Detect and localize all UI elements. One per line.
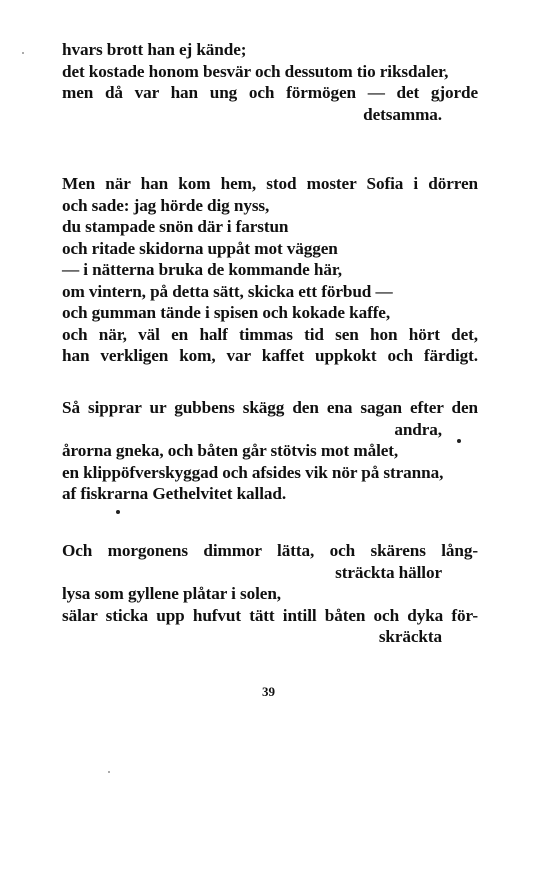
poem-line: det kostade honom besvär och dessutom tio riksdaler,: [62, 61, 449, 81]
poem-line: du stampade snön där i farstun: [62, 217, 289, 236]
poem-line: Men när han kom hem, stod moster Sofia i dörren: [62, 174, 478, 193]
poem-line: årorna gneka, och båten går stötvis mot målet,: [62, 441, 399, 460]
poem-line: och sade: jag hörde dig nyss,: [62, 195, 270, 215]
poem-line: men då var han ung och förmögen — det gjorde: [62, 83, 478, 102]
poem-line-turnover: detsamma.: [363, 104, 442, 124]
poem-line: af fiskrarna Gethelvitet kallad.: [62, 484, 287, 503]
scan-speck: [457, 439, 461, 443]
poem-line: om vintern, på detta sätt, skicka ett förbud —: [62, 281, 393, 301]
poem-line: lysa som gyllene plåtar i solen,: [62, 584, 281, 603]
poem-line: hvars brott han ej kände;: [62, 40, 247, 59]
poem-line: och när, väl en half timmas tid sen hon hört det,: [62, 324, 478, 344]
stanza-4: [62, 540, 478, 648]
stanza-1: [62, 39, 478, 125]
scan-speck: [22, 52, 24, 54]
poem-line: han verkligen kom, var kaffet uppkokt och färdigt.: [62, 346, 478, 365]
page-number: 39: [262, 684, 275, 699]
poem-line-turnover: skräckta: [378, 627, 442, 646]
poem-line: Och morgonens dimmor lätta, och skärens lång-: [62, 541, 478, 560]
poem-line: och ritade skidorna uppåt mot väggen: [62, 238, 338, 258]
poem-line-turnover: sträckta hällor: [335, 562, 442, 582]
poem-line: — i nätterna bruka de kommande här,: [62, 260, 342, 279]
poem-line: en klippöfverskyggad och afsides vik nör på stranna,: [62, 462, 444, 482]
stanza-3: [62, 397, 478, 505]
poem-line: Så sipprar ur gubbens skägg den ena sagan efter den: [62, 398, 478, 417]
scan-speck: [116, 510, 120, 514]
poem-line: och gumman tände i spisen och kokade kaffe,: [62, 303, 391, 322]
stanza-2: [62, 173, 478, 367]
poem-line: sälar sticka upp hufvut tätt intill båten och dyka för-: [62, 605, 478, 625]
poem-line-turnover: andra,: [394, 419, 442, 439]
scan-speck: [108, 771, 110, 773]
